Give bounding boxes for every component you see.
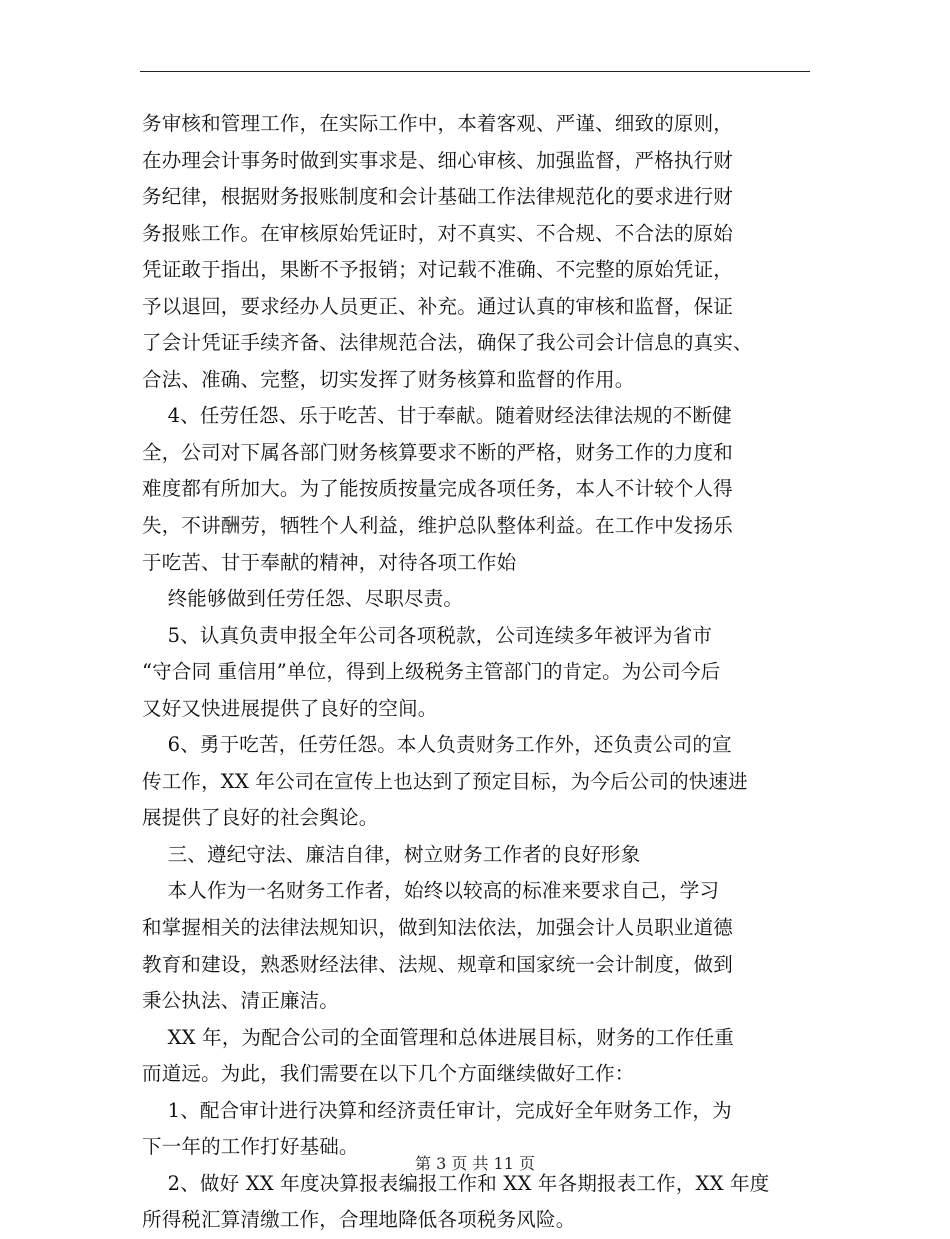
text-line: 5、认真负责申报全年公司各项税款，公司连续多年被评为省市: [142, 623, 713, 647]
text-line: 难度都有所加大。为了能按质按量完成各项任务，本人不计较个人得: [142, 477, 734, 501]
text-line: 下一年的工作打好基础。: [142, 1135, 359, 1159]
text-line: 于吃苦、甘于奉献的精神，对待各项工作始: [142, 550, 517, 574]
text-line: 凭证敢于指出，果断不予报销；对记载不准确、不完整的原始凭证，: [142, 258, 734, 282]
text-line: 6、勇于吃苦，任劳任怨。本人负责财务工作外，还负责公司的宣: [142, 733, 732, 757]
text-line: 全，公司对下属各部门财务核算要求不断的严格，财务工作的力度和: [142, 440, 734, 464]
text-line: 而道远。为此，我们需要在以下几个方面继续做好工作：: [142, 1062, 635, 1086]
text-line: 失，不讲酬劳，牺牲个人利益，维护总队整体利益。在工作中发扬乐: [142, 514, 734, 538]
text-line: 了会计凭证手续齐备、法律规范合法，确保了我公司会计信息的真实、: [142, 331, 753, 355]
text-line: 所得税汇算清缴工作，合理地降低各项税务风险。: [142, 1208, 576, 1232]
body-text: [142, 106, 810, 1239]
text-line: 在办理会计事务时做到实事求是、细心审核、加强监督，严格执行财: [142, 148, 734, 172]
header-rule: [140, 71, 810, 72]
text-line: 和掌握相关的法律法规知识，做到知法依法，加强会计人员职业道德: [142, 916, 734, 940]
text-line: 合法、准确、完整，切实发挥了财务核算和监督的作用。: [142, 367, 635, 391]
text-line: 1、配合审计进行决算和经济责任审计，完成好全年财务工作，为: [142, 1098, 732, 1122]
text-line: 教育和建设，熟悉财经法律、法规、规章和国家统一会计制度，做到: [142, 952, 734, 976]
text-line: 4、任劳任怨、乐于吃苦、甘于奉献。随着财经法律法规的不断健: [142, 404, 732, 428]
text-line: 秉公执法、清正廉洁。: [142, 989, 340, 1013]
text-line: XX 年，为配合公司的全面管理和总体进展目标，财务的工作任重: [142, 1025, 735, 1049]
text-line: “守合同 重信用”单位，得到上级税务主管部门的肯定。为公司今后: [142, 660, 721, 684]
text-line: 务审核和管理工作，在实际工作中，本着客观、严谨、细致的原则，: [142, 112, 734, 135]
text-line: 务报账工作。在审核原始凭证时，对不真实、不合规、不合法的原始: [142, 221, 734, 245]
page-number: 第 3 页 共 11 页: [415, 1154, 535, 1173]
text-line: 本人作为一名财务工作者，始终以较高的标准来要求自己，学习: [142, 879, 720, 903]
text-line: 予以退回，要求经办人员更正、补充。通过认真的审核和监督，保证: [142, 294, 734, 318]
section-heading: 三、遵纪守法、廉洁自律，树立财务工作者的良好形象: [142, 842, 641, 866]
text-line: 展提供了良好的社会舆论。: [142, 806, 379, 830]
text-line: 终能够做到任劳任怨、尽职尽责。: [142, 587, 464, 611]
text-line: 又好又快进展提供了良好的空间。: [142, 696, 438, 720]
text-line: 2、做好 XX 年度决算报表编报工作和 XX 年各期报表工作，XX 年度: [142, 1171, 770, 1195]
text-line: 传工作，XX 年公司在宣传上也达到了预定目标，为今后公司的快速进: [142, 769, 748, 793]
text-line: 务纪律，根据财务报账制度和会计基础工作法律规范化的要求进行财: [142, 185, 734, 209]
